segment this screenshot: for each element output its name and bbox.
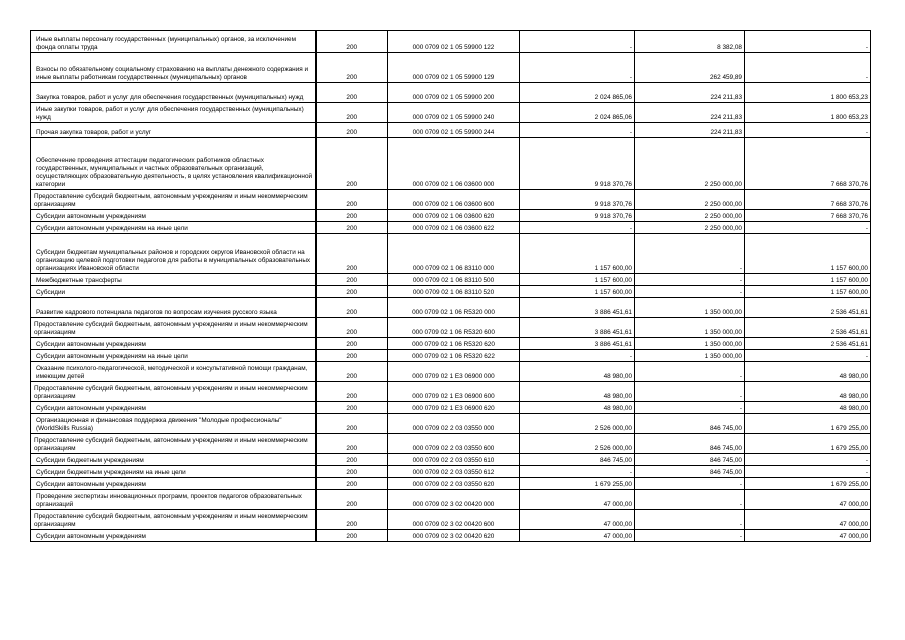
row-code-cell: 200	[316, 382, 388, 402]
row-plan-cell: 47 000,00	[520, 510, 635, 530]
row-done-cell: 262 459,89	[635, 53, 745, 83]
row-code-cell: 200	[316, 434, 388, 454]
row-code-cell: 200	[316, 478, 388, 490]
row-code-cell: 200	[316, 234, 388, 274]
row-name-cell: Субсидии	[31, 286, 316, 298]
row-done-cell: 1 350 000,00	[635, 338, 745, 350]
row-kbk-cell: 000 0709 02 2 03 03550 612	[388, 466, 520, 478]
row-kbk-cell: 000 0709 02 1 05 59900 129	[388, 53, 520, 83]
row-done-cell: -	[635, 510, 745, 530]
row-plan-cell: -	[520, 53, 635, 83]
row-done-cell: 224 211,83	[635, 103, 745, 123]
row-rest-cell: 47 000,00	[745, 490, 871, 510]
row-done-cell: -	[635, 362, 745, 382]
row-kbk-cell: 000 0709 02 2 03 03550 000	[388, 414, 520, 434]
row-code-cell: 200	[316, 274, 388, 286]
row-rest-cell: -	[745, 31, 871, 53]
row-rest-cell: 1 679 255,00	[745, 434, 871, 454]
row-name-cell: Предоставление субсидий бюджетным, автономным учреждениям и иным некоммерческим организациям	[31, 510, 316, 530]
row-rest-cell: 2 536 451,61	[745, 338, 871, 350]
row-rest-cell: 48 980,00	[745, 362, 871, 382]
table-row	[31, 123, 871, 138]
table-row	[31, 414, 871, 434]
row-kbk-cell: 000 0709 02 1 06 83110 500	[388, 274, 520, 286]
row-kbk-cell: 000 0709 02 1 06 R5320 600	[388, 318, 520, 338]
row-code-cell: 200	[316, 454, 388, 466]
table-row	[31, 53, 871, 83]
row-kbk-cell: 000 0709 02 1 06 03600 600	[388, 190, 520, 210]
row-done-cell: 1 350 000,00	[635, 298, 745, 318]
row-plan-cell: 48 980,00	[520, 382, 635, 402]
row-done-cell: -	[635, 286, 745, 298]
row-rest-cell: 1 679 255,00	[745, 478, 871, 490]
row-kbk-cell: 000 0709 02 1 05 59900 240	[388, 103, 520, 123]
row-plan-cell: 2 024 865,06	[520, 103, 635, 123]
row-kbk-cell: 000 0709 02 3 02 00420 000	[388, 490, 520, 510]
row-plan-cell: 47 000,00	[520, 530, 635, 542]
row-code-cell: 200	[316, 402, 388, 414]
row-kbk-cell: 000 0709 02 1 06 03600 620	[388, 210, 520, 222]
row-plan-cell: 48 980,00	[520, 362, 635, 382]
row-code-cell: 200	[316, 83, 388, 103]
row-rest-cell: 1 800 653,23	[745, 103, 871, 123]
row-code-cell: 200	[316, 414, 388, 434]
row-rest-cell: 2 536 451,61	[745, 298, 871, 318]
row-kbk-cell: 000 0709 02 1 05 59900 244	[388, 123, 520, 138]
row-rest-cell: -	[745, 53, 871, 83]
table-row	[31, 31, 871, 53]
row-kbk-cell: 000 0709 02 2 03 03550 610	[388, 454, 520, 466]
row-plan-cell: -	[520, 350, 635, 362]
table-row	[31, 138, 871, 190]
row-name-cell: Оказание психолого-педагогической, методической и консультативной помощи гражданам, имеющим детей	[31, 362, 316, 382]
row-rest-cell: 7 668 370,76	[745, 210, 871, 222]
row-plan-cell: 1 679 255,00	[520, 478, 635, 490]
row-name-cell: Предоставление субсидий бюджетным, автономным учреждениям и иным некоммерческим организациям	[31, 318, 316, 338]
row-kbk-cell: 000 0709 02 3 02 00420 620	[388, 530, 520, 542]
table-row	[31, 190, 871, 210]
row-plan-cell: 846 745,00	[520, 454, 635, 466]
row-plan-cell: -	[520, 222, 635, 234]
row-kbk-cell: 000 0709 02 1 05 59900 122	[388, 31, 520, 53]
row-done-cell: 2 250 000,00	[635, 190, 745, 210]
row-name-cell: Субсидии автономным учреждениям на иные цели	[31, 350, 316, 362]
row-kbk-cell: 000 0709 02 1 06 R5320 000	[388, 298, 520, 318]
row-plan-cell: 1 157 600,00	[520, 286, 635, 298]
row-code-cell: 200	[316, 53, 388, 83]
table-row	[31, 210, 871, 222]
row-done-cell: -	[635, 274, 745, 286]
row-name-cell: Субсидии автономным учреждениям	[31, 210, 316, 222]
table-row	[31, 286, 871, 298]
table-row	[31, 350, 871, 362]
row-code-cell: 200	[316, 103, 388, 123]
row-name-cell: Проведение экспертизы инновационных программ, проектов педагогов образовательных организаций	[31, 490, 316, 510]
row-done-cell: 224 211,83	[635, 83, 745, 103]
row-rest-cell: -	[745, 123, 871, 138]
row-done-cell: 1 350 000,00	[635, 350, 745, 362]
row-name-cell: Субсидии автономным учреждениям	[31, 402, 316, 414]
table-row	[31, 510, 871, 530]
table-row	[31, 454, 871, 466]
row-name-cell: Предоставление субсидий бюджетным, автономным учреждениям и иным некоммерческим организациям	[31, 382, 316, 402]
row-rest-cell: 48 980,00	[745, 402, 871, 414]
row-kbk-cell: 000 0709 02 3 02 00420 600	[388, 510, 520, 530]
row-name-cell: Взносы по обязательному социальному страхованию на выплаты денежного содержания и иные выплаты работникам государственных (муниципальных) органов	[31, 53, 316, 83]
row-code-cell: 200	[316, 190, 388, 210]
table-row	[31, 490, 871, 510]
row-rest-cell: 48 980,00	[745, 382, 871, 402]
row-rest-cell: -	[745, 350, 871, 362]
row-name-cell: Прочая закупка товаров, работ и услуг	[31, 123, 316, 138]
row-done-cell: 8 382,08	[635, 31, 745, 53]
row-rest-cell: 7 668 370,76	[745, 190, 871, 210]
row-done-cell: 846 745,00	[635, 434, 745, 454]
row-kbk-cell: 000 0709 02 2 03 03550 620	[388, 478, 520, 490]
row-done-cell: 2 250 000,00	[635, 210, 745, 222]
row-code-cell: 200	[316, 510, 388, 530]
table-row	[31, 362, 871, 382]
row-name-cell: Организационная и финансовая поддержка движения "Молодые профессионалы" (WorldSkills Russia)	[31, 414, 316, 434]
row-done-cell: -	[635, 402, 745, 414]
row-rest-cell: 1 157 600,00	[745, 234, 871, 274]
row-kbk-cell: 000 0709 02 1 06 03600 000	[388, 138, 520, 190]
row-rest-cell: 7 668 370,76	[745, 138, 871, 190]
table-row	[31, 83, 871, 103]
row-plan-cell: 9 918 370,76	[520, 210, 635, 222]
row-done-cell: 2 250 000,00	[635, 222, 745, 234]
row-rest-cell: 47 000,00	[745, 530, 871, 542]
row-rest-cell: 2 536 451,61	[745, 318, 871, 338]
row-done-cell: -	[635, 478, 745, 490]
row-kbk-cell: 000 0709 02 1 06 83110 000	[388, 234, 520, 274]
row-rest-cell: 1 157 600,00	[745, 274, 871, 286]
row-name-cell: Субсидии автономным учреждениям	[31, 338, 316, 350]
row-done-cell: 224 211,83	[635, 123, 745, 138]
row-rest-cell: 1 800 653,23	[745, 83, 871, 103]
row-plan-cell: 1 157 600,00	[520, 274, 635, 286]
table-row	[31, 530, 871, 542]
row-name-cell: Субсидии бюджетным учреждениям на иные цели	[31, 466, 316, 478]
row-code-cell: 200	[316, 298, 388, 318]
row-plan-cell: 3 886 451,61	[520, 338, 635, 350]
row-kbk-cell: 000 0709 02 1 05 59900 200	[388, 83, 520, 103]
row-plan-cell: 9 918 370,76	[520, 138, 635, 190]
row-plan-cell: 3 886 451,61	[520, 318, 635, 338]
row-code-cell: 200	[316, 210, 388, 222]
row-kbk-cell: 000 0709 02 1 06 03600 622	[388, 222, 520, 234]
row-name-cell: Субсидии бюджетным учреждениям	[31, 454, 316, 466]
row-plan-cell: -	[520, 123, 635, 138]
row-code-cell: 200	[316, 222, 388, 234]
row-code-cell: 200	[316, 123, 388, 138]
table-row	[31, 103, 871, 123]
row-kbk-cell: 000 0709 02 1 06 R5320 622	[388, 350, 520, 362]
row-kbk-cell: 000 0709 02 1 06 R5320 620	[388, 338, 520, 350]
table-row	[31, 478, 871, 490]
row-name-cell: Развитие кадрового потенциала педагогов по вопросам изучения русского языка	[31, 298, 316, 318]
row-kbk-cell: 000 0709 02 1 E3 06900 620	[388, 402, 520, 414]
row-name-cell: Закупка товаров, работ и услуг для обеспечения государственных (муниципальных) нужд	[31, 83, 316, 103]
table-row	[31, 402, 871, 414]
row-kbk-cell: 000 0709 02 1 06 83110 520	[388, 286, 520, 298]
row-name-cell: Субсидии автономным учреждениям	[31, 478, 316, 490]
row-name-cell: Субсидии автономным учреждениям на иные цели	[31, 222, 316, 234]
row-kbk-cell: 000 0709 02 2 03 03550 600	[388, 434, 520, 454]
row-done-cell: 1 350 000,00	[635, 318, 745, 338]
row-code-cell: 200	[316, 318, 388, 338]
row-code-cell: 200	[316, 31, 388, 53]
row-done-cell: -	[635, 382, 745, 402]
row-name-cell: Обеспечение проведения аттестации педагогических работников областных государственных, муниципальных и частных образовательных организаций, осуществляющих образовательную деятельность, в целях установления квалификационной категории	[31, 138, 316, 190]
row-name-cell: Иные выплаты персоналу государственных (муниципальных) органов, за исключением фонда оплаты труда	[31, 31, 316, 53]
row-rest-cell: -	[745, 222, 871, 234]
row-plan-cell: 2 024 865,06	[520, 83, 635, 103]
row-plan-cell: -	[520, 31, 635, 53]
row-name-cell: Предоставление субсидий бюджетным, автономным учреждениям и иным некоммерческим организациям	[31, 434, 316, 454]
table-row	[31, 318, 871, 338]
table-row	[31, 274, 871, 286]
row-name-cell: Предоставление субсидий бюджетным, автономным учреждениям и иным некоммерческим организациям	[31, 190, 316, 210]
row-plan-cell: 2 526 000,00	[520, 434, 635, 454]
table-row	[31, 434, 871, 454]
row-code-cell: 200	[316, 138, 388, 190]
row-plan-cell: 2 526 000,00	[520, 414, 635, 434]
table-row	[31, 382, 871, 402]
row-code-cell: 200	[316, 466, 388, 478]
row-done-cell: 846 745,00	[635, 414, 745, 434]
row-plan-cell: 48 980,00	[520, 402, 635, 414]
row-code-cell: 200	[316, 490, 388, 510]
row-code-cell: 200	[316, 338, 388, 350]
row-name-cell: Иные закупки товаров, работ и услуг для обеспечения государственных (муниципальных) нужд	[31, 103, 316, 123]
table-row	[31, 338, 871, 350]
row-done-cell: -	[635, 530, 745, 542]
row-done-cell: 846 745,00	[635, 454, 745, 466]
row-code-cell: 200	[316, 530, 388, 542]
row-code-cell: 200	[316, 362, 388, 382]
row-plan-cell: 47 000,00	[520, 490, 635, 510]
table-row	[31, 466, 871, 478]
row-rest-cell: -	[745, 466, 871, 478]
table-row	[31, 234, 871, 274]
row-name-cell: Субсидии автономным учреждениям	[31, 530, 316, 542]
row-plan-cell: 3 886 451,61	[520, 298, 635, 318]
row-kbk-cell: 000 0709 02 1 E3 06900 600	[388, 382, 520, 402]
row-name-cell: Межбюджетные трансферты	[31, 274, 316, 286]
row-plan-cell: 9 918 370,76	[520, 190, 635, 210]
row-done-cell: -	[635, 234, 745, 274]
row-done-cell: -	[635, 490, 745, 510]
table-body	[31, 31, 871, 542]
row-rest-cell: -	[745, 454, 871, 466]
row-rest-cell: 1 679 255,00	[745, 414, 871, 434]
row-done-cell: 2 250 000,00	[635, 138, 745, 190]
row-name-cell: Субсидии бюджетам муниципальных районов и городских округов Ивановской области на организацию целевой подготовки педагогов для работы в муниципальных образовательных организациях Ивановской области	[31, 234, 316, 274]
row-code-cell: 200	[316, 286, 388, 298]
row-rest-cell: 47 000,00	[745, 510, 871, 530]
row-plan-cell: -	[520, 466, 635, 478]
table-row	[31, 298, 871, 318]
table-row	[31, 222, 871, 234]
row-done-cell: 846 745,00	[635, 466, 745, 478]
row-kbk-cell: 000 0709 02 1 E3 06900 000	[388, 362, 520, 382]
budget-table	[30, 30, 871, 542]
row-plan-cell: 1 157 600,00	[520, 234, 635, 274]
row-code-cell: 200	[316, 350, 388, 362]
row-rest-cell: 1 157 600,00	[745, 286, 871, 298]
